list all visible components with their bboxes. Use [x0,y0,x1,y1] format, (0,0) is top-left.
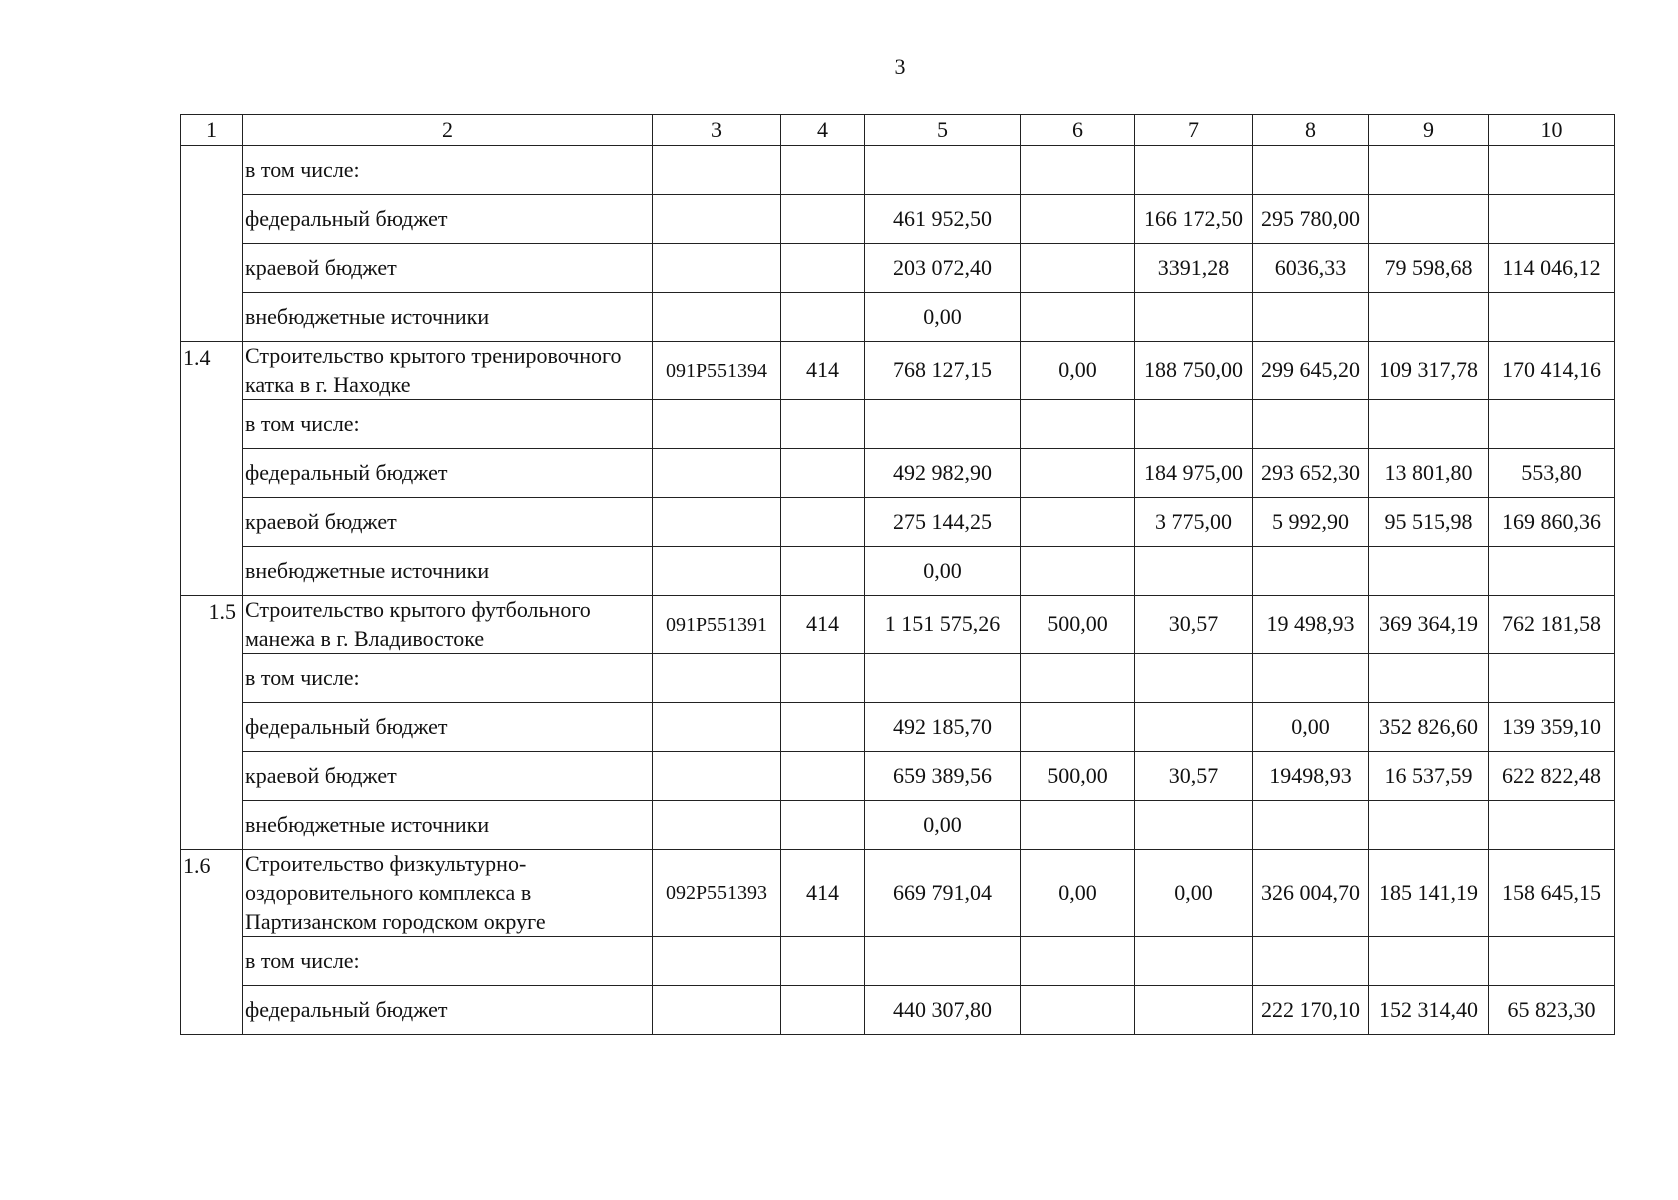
table-cell [1021,449,1135,498]
table-row [181,498,1615,547]
table-cell: 19498,93 [1253,752,1369,801]
table-cell [1253,146,1369,195]
table-cell: 669 791,04 [865,850,1021,937]
table-cell [1021,244,1135,293]
table-cell [1021,293,1135,342]
table-cell: 293 652,30 [1253,449,1369,498]
table-row [181,986,1615,1035]
table-cell [781,498,865,547]
header-cell: 6 [1021,115,1135,146]
table-cell [781,195,865,244]
header-cell: 7 [1135,115,1253,146]
table-cell: 0,00 [865,293,1021,342]
header-cell: 1 [181,115,243,146]
table-cell: 152 314,40 [1369,986,1489,1035]
table-cell [781,752,865,801]
table-cell [1369,801,1489,850]
item-name-cell: Строительство крытого футбольного манежа в г. Владивостоке [243,596,653,654]
table-cell: 166 172,50 [1135,195,1253,244]
table-cell: 169 860,36 [1489,498,1615,547]
table-cell [781,937,865,986]
item-name-cell: Строительство физкультурно-оздоровительного комплекса в Партизанском городском округе [243,850,653,937]
table-cell [781,703,865,752]
table-cell [1489,547,1615,596]
table-cell: 13 801,80 [1369,449,1489,498]
table-cell [1489,400,1615,449]
item-number-cell: 1.6 [181,850,243,1035]
table-cell [781,986,865,1035]
table-cell: 461 952,50 [865,195,1021,244]
table-cell: 352 826,60 [1369,703,1489,752]
code-cell [653,146,781,195]
table-cell [1135,801,1253,850]
table-cell: 65 823,30 [1489,986,1615,1035]
table-row [181,654,1615,703]
table-row [181,596,1615,654]
table-cell [1135,937,1253,986]
table-cell: 95 515,98 [1369,498,1489,547]
code-cell: 091P551391 [653,596,781,654]
table-cell [1369,654,1489,703]
item-name-cell: федеральный бюджет [243,449,653,498]
table-cell [1253,547,1369,596]
table-cell [1135,400,1253,449]
header-cell: 5 [865,115,1021,146]
table-cell [781,146,865,195]
table-cell [1369,146,1489,195]
table-cell [1489,654,1615,703]
table-cell [781,801,865,850]
table-row [181,244,1615,293]
table-cell: 79 598,68 [1369,244,1489,293]
header-cell: 8 [1253,115,1369,146]
table-cell: 0,00 [1021,342,1135,400]
table-cell [1489,146,1615,195]
table-cell: 30,57 [1135,596,1253,654]
code-cell [653,937,781,986]
header-cell: 9 [1369,115,1489,146]
table-cell: 0,00 [1253,703,1369,752]
table-cell [1021,498,1135,547]
table-row [181,195,1615,244]
code-cell [653,498,781,547]
table-cell [781,293,865,342]
item-name-cell: внебюджетные источники [243,293,653,342]
table-cell: 414 [781,850,865,937]
table-row [181,342,1615,400]
table-cell [1021,195,1135,244]
item-name-cell: федеральный бюджет [243,195,653,244]
table-cell [1135,146,1253,195]
code-cell [653,449,781,498]
table-cell [1369,547,1489,596]
table-cell [1253,400,1369,449]
table-cell: 326 004,70 [1253,850,1369,937]
table-cell [1253,293,1369,342]
table-cell: 275 144,25 [865,498,1021,547]
code-cell [653,986,781,1035]
item-name-cell: краевой бюджет [243,752,653,801]
table-cell [781,400,865,449]
table-cell [1253,801,1369,850]
table-cell: 188 750,00 [1135,342,1253,400]
table-cell [865,400,1021,449]
table-row [181,937,1615,986]
table-cell: 3391,28 [1135,244,1253,293]
code-cell: 091P551394 [653,342,781,400]
table-cell: 299 645,20 [1253,342,1369,400]
table-cell: 30,57 [1135,752,1253,801]
table-cell: 0,00 [865,547,1021,596]
table-cell: 16 537,59 [1369,752,1489,801]
table-cell: 1 151 575,26 [865,596,1021,654]
table-cell [1489,195,1615,244]
table-cell [1369,400,1489,449]
table-cell [1489,937,1615,986]
header-cell: 4 [781,115,865,146]
table-cell: 500,00 [1021,596,1135,654]
table-cell [781,654,865,703]
table-cell: 659 389,56 [865,752,1021,801]
table-cell: 295 780,00 [1253,195,1369,244]
table-cell: 139 359,10 [1489,703,1615,752]
table-cell: 170 414,16 [1489,342,1615,400]
table-cell [1021,547,1135,596]
header-cell: 3 [653,115,781,146]
table-cell: 440 307,80 [865,986,1021,1035]
table-cell: 762 181,58 [1489,596,1615,654]
code-cell [653,752,781,801]
code-cell [653,244,781,293]
budget-table [180,114,1615,1035]
table-cell: 114 046,12 [1489,244,1615,293]
table-cell [1135,703,1253,752]
table-cell: 222 170,10 [1253,986,1369,1035]
page-number: 3 [894,54,906,79]
table-cell [1021,937,1135,986]
table-cell: 492 185,70 [865,703,1021,752]
table-cell [1369,293,1489,342]
code-cell [653,547,781,596]
item-name-cell: федеральный бюджет [243,986,653,1035]
table-cell [1253,937,1369,986]
code-cell [653,400,781,449]
header-row [181,115,1615,146]
code-cell [653,195,781,244]
table-cell [1021,400,1135,449]
table-cell: 203 072,40 [865,244,1021,293]
table-cell: 184 975,00 [1135,449,1253,498]
item-name-cell: федеральный бюджет [243,703,653,752]
table-cell: 0,00 [865,801,1021,850]
table-cell: 19 498,93 [1253,596,1369,654]
table-cell [1489,293,1615,342]
table-cell [1021,654,1135,703]
table-row [181,293,1615,342]
table-cell [1369,937,1489,986]
table-cell [865,146,1021,195]
code-cell [653,801,781,850]
item-name-cell: в том числе: [243,654,653,703]
table-cell: 0,00 [1021,850,1135,937]
item-name-cell: внебюджетные источники [243,801,653,850]
header-cell: 2 [243,115,653,146]
table-row [181,703,1615,752]
table-cell: 414 [781,342,865,400]
item-name-cell: в том числе: [243,146,653,195]
code-cell [653,293,781,342]
table-cell [865,937,1021,986]
table-cell: 553,80 [1489,449,1615,498]
table-cell: 109 317,78 [1369,342,1489,400]
table-cell [1489,801,1615,850]
code-cell [653,654,781,703]
table-cell: 6036,33 [1253,244,1369,293]
item-number-cell [181,146,243,342]
item-name-cell: внебюджетные источники [243,547,653,596]
table-cell [1135,986,1253,1035]
table-cell [865,654,1021,703]
table-row [181,400,1615,449]
table-cell: 369 364,19 [1369,596,1489,654]
table-cell [1021,986,1135,1035]
table-cell: 768 127,15 [865,342,1021,400]
table-cell [781,547,865,596]
table-cell: 414 [781,596,865,654]
item-name-cell: в том числе: [243,400,653,449]
table-cell: 622 822,48 [1489,752,1615,801]
item-name-cell: Строительство крытого тренировочного катка в г. Находке [243,342,653,400]
table-cell: 158 645,15 [1489,850,1615,937]
code-cell [653,703,781,752]
table-row [181,449,1615,498]
table-cell: 500,00 [1021,752,1135,801]
table-cell [1135,547,1253,596]
table-cell [1021,801,1135,850]
table-cell [1021,703,1135,752]
table-cell [781,449,865,498]
header-cell: 10 [1489,115,1615,146]
table-row [181,547,1615,596]
table-cell: 185 141,19 [1369,850,1489,937]
item-number-cell: 1.5 [181,596,243,850]
table-cell: 5 992,90 [1253,498,1369,547]
table-cell [1135,293,1253,342]
table-row [181,752,1615,801]
item-name-cell: краевой бюджет [243,498,653,547]
table-row [181,850,1615,937]
table-cell [1135,654,1253,703]
table-cell: 492 982,90 [865,449,1021,498]
table-cell [1253,654,1369,703]
table-row [181,146,1615,195]
item-number-cell: 1.4 [181,342,243,596]
item-name-cell: в том числе: [243,937,653,986]
table-cell [1021,146,1135,195]
code-cell: 092P551393 [653,850,781,937]
table-cell [781,244,865,293]
table-cell: 3 775,00 [1135,498,1253,547]
item-name-cell: краевой бюджет [243,244,653,293]
table-cell: 0,00 [1135,850,1253,937]
table-cell [1369,195,1489,244]
table-row [181,801,1615,850]
